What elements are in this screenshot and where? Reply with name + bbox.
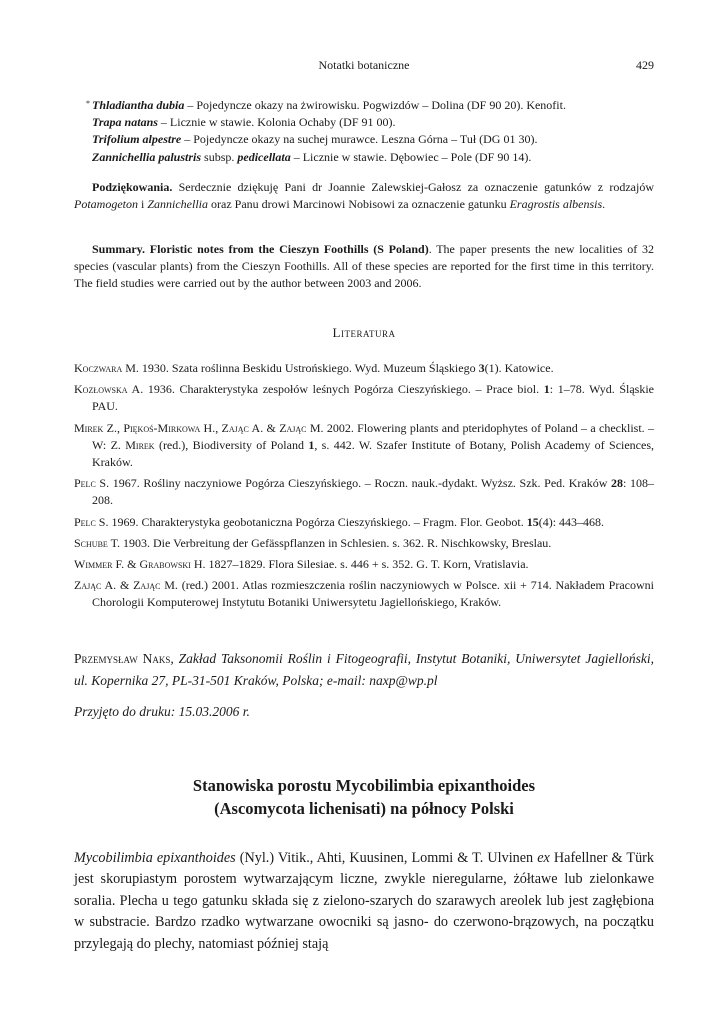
species-text: – Pojedyncze okazy na żwirowisku. Pogwizdów – Dolina (DF 90 20). Kenofit. — [184, 98, 566, 112]
species-text: – Licznie w stawie. Dębowiec – Pole (DF 90 14). — [290, 149, 532, 164]
species-name: Trapa natans — [92, 115, 158, 130]
reference-text: H., — [200, 420, 222, 435]
reference-text: (red.), Biodiversity of Poland — [154, 437, 309, 452]
reference-item — [74, 381, 654, 415]
reference-text: H. 1827–1829. Flora Silesiae. s. 446 + s. 352. G. T. Korn, Vratislavia. — [190, 557, 529, 572]
summary-text: . The paper presents the new localities of 32 species (vascular plants) from the Cieszyn Foothills. All of these species are reported for the first time in this territory. The field studies were carried out by the author between 2003 and 2006. — [74, 242, 654, 291]
species-list — [74, 97, 654, 166]
reference-author: Pelc — [74, 514, 96, 529]
article-title-line: (Ascomycota lichenisati) na północy Polski — [214, 799, 514, 818]
body-species-name: Mycobilimbia epixanthoides — [74, 850, 236, 866]
species-entry — [74, 131, 654, 148]
reference-volume: 15 — [526, 514, 539, 529]
summary — [74, 241, 654, 293]
page-number: 429 — [636, 58, 654, 72]
species-text: – Licznie w stawie. Kolonia Ochaby (DF 91 00). — [157, 115, 396, 130]
author-name: Przemysław Naks — [74, 651, 171, 666]
reference-text: S. 1967. Rośliny naczyniowe Pogórza Cieszyńskiego. – Roczn. nauk.-dydakt. Wyższ. Szk. Ped. Kraków — [95, 476, 612, 491]
reference-text: M. 1930. Szata roślinna Beskidu Ustrońskiego. Wyd. Muzeum Śląskiego — [122, 361, 479, 375]
species-subsp-name: pedicellata — [237, 149, 291, 164]
species-name: Eragrostis albensis — [509, 197, 603, 212]
reference-item — [74, 360, 654, 377]
reference-author: Koczwara — [74, 361, 123, 375]
reference-list — [74, 360, 654, 616]
species-entry — [74, 97, 654, 114]
reference-author: Piękoś-Mirkowa — [123, 420, 201, 435]
reference-volume: 1 — [308, 437, 315, 452]
reference-text: A. 1936. Charakterystyka zespołów leśnych Pogórza Cieszyńskiego. – Prace biol. — [127, 382, 544, 397]
reference-item — [74, 556, 654, 573]
reference-text: A. & — [248, 420, 280, 435]
genus-name: Potamogeton — [74, 197, 138, 212]
journal-section-title: Notatki botaniczne — [318, 58, 410, 72]
literature-heading: Literatura — [332, 325, 396, 340]
reference-text: A. & — [101, 578, 134, 593]
reference-author: Kozłowska — [74, 382, 128, 397]
reference-text: M. (red.) 2001. Atlas rozmieszczenia roślin naczyniowych w Polsce. xii + 714. Nakładem Pracowni Chorologii Komputerowej Instytutu Botaniki Uniwersytetu Jagiellońskiego, Kraków. — [92, 578, 654, 610]
reference-author: Mirek — [74, 420, 104, 435]
species-name: Thladiantha dubia — [92, 98, 185, 112]
reference-text: T. 1903. Die Verbreitung der Gefässpflanzen in Schlesien. s. 362. R. Nischkowsky, Breslau. — [107, 535, 552, 550]
body-text: Hafellner & Türk jest skorupiastym porostem wytwarzającym liczne, zwykle nieregularne, żółtawe lub zielonkawe soralia. Plecha u tego gatunku składa się z zielono-szarych do szarawych areolek lub jest zagłębiona w substracie. Bardzo rzadko wytwarzane owocniki są jasno- do czerwono-brązowych, na początku przylegają do plechy, natomiast później stają — [74, 850, 655, 952]
reference-item — [74, 577, 654, 611]
reference-author: Zając — [221, 420, 249, 435]
reference-volume: 28 — [611, 476, 624, 491]
acknowledgements-text: oraz Panu drowi Marcinowi Nobisowi za oznaczenie gatunku — [208, 197, 510, 212]
reference-text: S. 1969. Charakterystyka geobotaniczna Pogórza Cieszyńskiego. – Fragm. Flor. Geobot. — [95, 514, 527, 529]
reference-text: : 108–208. — [92, 476, 654, 508]
acknowledgements-text: . — [602, 197, 606, 212]
reference-author: Mirek — [125, 437, 155, 452]
reference-item — [74, 475, 654, 509]
acknowledgements-text: i — [138, 197, 148, 212]
species-entry — [74, 149, 654, 166]
reference-item — [74, 514, 654, 531]
species-subsp: subsp. — [201, 149, 238, 164]
reference-item — [74, 535, 654, 552]
acknowledgements-heading: Podziękowania. — [92, 180, 173, 194]
body-text: (Nyl.) Vitik., Ahti, Kuusinen, Lommi & T. Ulvinen — [235, 850, 538, 866]
article-title — [74, 774, 654, 820]
reference-author: Grabowski — [139, 557, 191, 572]
author-affiliation: , Zakład Taksonomii Roślin i Fitogeografii, Instytut Botaniki, Uniwersytet Jagielloński, ul. Kopernika 27, PL-31-501 Kraków, Polska; e-mail: naxp@wp.pl — [74, 651, 654, 688]
acknowledgements — [74, 179, 654, 213]
genus-name: Zannichellia — [147, 197, 209, 212]
species-marker: * — [86, 99, 90, 108]
species-entry — [74, 114, 654, 131]
reference-text: (4): 443–468. — [538, 514, 605, 529]
author-address — [74, 648, 654, 692]
species-name: Trifolium alpestre — [92, 132, 182, 147]
received-date: Przyjęto do druku: 15.03.2006 r. — [74, 704, 250, 719]
running-head — [74, 57, 654, 73]
reference-text: M. 2002. Flowering plants and pteridophytes of Poland – a checklist. – W: Z. — [92, 420, 654, 452]
body-ex: ex — [537, 850, 550, 866]
reference-author: Zając — [133, 578, 161, 593]
reference-author: Pelc — [74, 476, 96, 491]
acknowledgements-text: Serdecznie dziękuję Pani dr Joannie Zalewskiej-Gałosz za oznaczenie gatunków z rodzajów — [172, 180, 654, 194]
reference-volume: 1 — [543, 382, 550, 397]
reference-text: Z., — [103, 420, 124, 435]
reference-text: : 1–78. Wyd. Śląskie PAU. — [92, 382, 655, 414]
reference-author: Schube — [74, 535, 108, 550]
reference-text: , s. 442. W. Szafer Institute of Botany, Polish Academy of Sciences, Kraków. — [92, 437, 655, 470]
summary-heading: Summary. Floristic notes from the Cieszyn Foothills (S Poland) — [92, 242, 429, 256]
reference-author: Zając — [279, 420, 307, 435]
reference-text: F. & — [112, 557, 140, 572]
reference-volume: 3 — [478, 361, 485, 375]
species-text: – Pojedyncze okazy na suchej murawce. Leszna Górna – Tuł (DG 01 30). — [181, 132, 538, 147]
species-name: Zannichellia palustris — [92, 149, 202, 164]
reference-text: (1). Katowice. — [484, 361, 554, 375]
article-title-line: Stanowiska porostu Mycobilimbia epixanthoides — [192, 776, 536, 795]
reference-author: Wimmer — [74, 557, 113, 572]
reference-item — [74, 420, 654, 472]
article-body — [74, 848, 654, 955]
reference-author: Zając — [74, 578, 102, 593]
